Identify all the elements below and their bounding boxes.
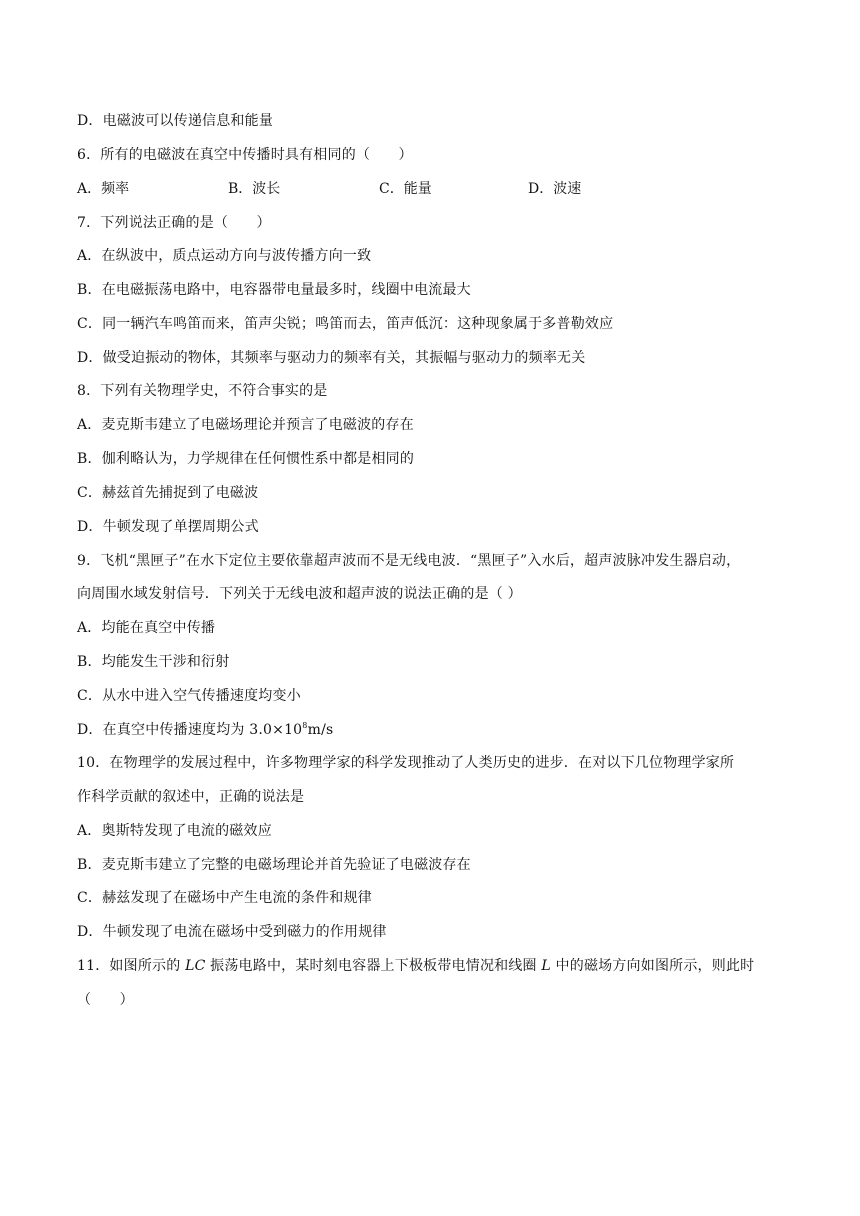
q11-text-post: 中的磁场方向如图所示，则此时 [550,958,755,974]
q6-option-c: C．能量 [379,181,432,197]
q11-text-pre: 11．如图所示的 [77,958,186,974]
q9-option-a: A．均能在真空中传播 [77,620,216,636]
q6-option-d: D．波速 [528,181,582,197]
question-9-line-1: 9．飞机“黑匣子”在水下定位主要依靠超声波而不是无线电波．“黑匣子”入水后，超声波脉冲发生器启动， [77,553,741,569]
q8-option-d: D．牛顿发现了单摆周期公式 [77,519,259,535]
q7-option-b: B．在电磁振荡电路中，电容器带电量最多时，线圈中电流最大 [77,282,471,298]
q8-option-a: A．麦克斯韦建立了电磁场理论并预言了电磁波的存在 [77,417,414,433]
question-7: 7．下列说法正确的是（ ） [77,215,271,231]
q8-option-b: B．伽利略认为，力学规律在任何惯性系中都是相同的 [77,451,415,467]
question-11-line-1 [77,956,754,976]
question-6: 6．所有的电磁波在真空中传播时具有相同的（ ） [77,147,413,163]
q9-option-d-unit: m/s [307,722,334,738]
q11-lc-symbol: LC [185,958,206,974]
q9-option-d [77,720,333,740]
q11-l-symbol: L [541,958,551,974]
question-10-line-2: 作科学贡献的叙述中，正确的说法是 [77,789,305,805]
question-10-line-1: 10．在物理学的发展过程中，许多物理学家的科学发现推动了人类历史的进步．在对以下几位物理学家所 [77,755,735,771]
q11-text-mid: 振荡电路中，某时刻电容器上下极板带电情况和线圈 [205,958,542,974]
q8-option-c: C．赫兹首先捕捉到了电磁波 [77,485,259,501]
q9-option-b: B．均能发生干涉和衍射 [77,654,230,670]
q9-option-d-text: D．在真空中传播速度均为 3.0×10 [77,722,303,738]
q6-option-a: A．频率 [77,181,130,197]
q5-option-d: D．电磁波可以传递信息和能量 [77,113,274,129]
q7-option-c: C．同一辆汽车鸣笛而来，笛声尖锐；鸣笛而去，笛声低沉：这种现象属于多普勒效应 [77,316,614,332]
q9-option-c: C．从水中进入空气传播速度均变小 [77,688,301,704]
q7-option-a: A．在纵波中，质点运动方向与波传播方向一致 [77,248,372,264]
q10-option-d: D．牛顿发现了电流在磁场中受到磁力的作用规律 [77,924,387,940]
q9-option-d-exponent: 8 [302,721,308,730]
question-8: 8．下列有关物理学史，不符合事实的是 [77,383,328,399]
question-11-line-2: （ ） [77,992,134,1008]
q6-option-b: B．波长 [228,181,281,197]
question-9-line-2: 向周围水域发射信号．下列关于无线电波和超声波的说法正确的是（ ） [77,586,522,602]
q10-option-b: B．麦克斯韦建立了完整的电磁场理论并首先验证了电磁波存在 [77,857,471,873]
q7-option-d: D．做受迫振动的物体，其频率与驱动力的频率有关，其振幅与驱动力的频率无关 [77,350,586,366]
q10-option-a: A．奥斯特发现了电流的磁效应 [77,823,272,839]
q10-option-c: C．赫兹发现了在磁场中产生电流的条件和规律 [77,890,372,906]
